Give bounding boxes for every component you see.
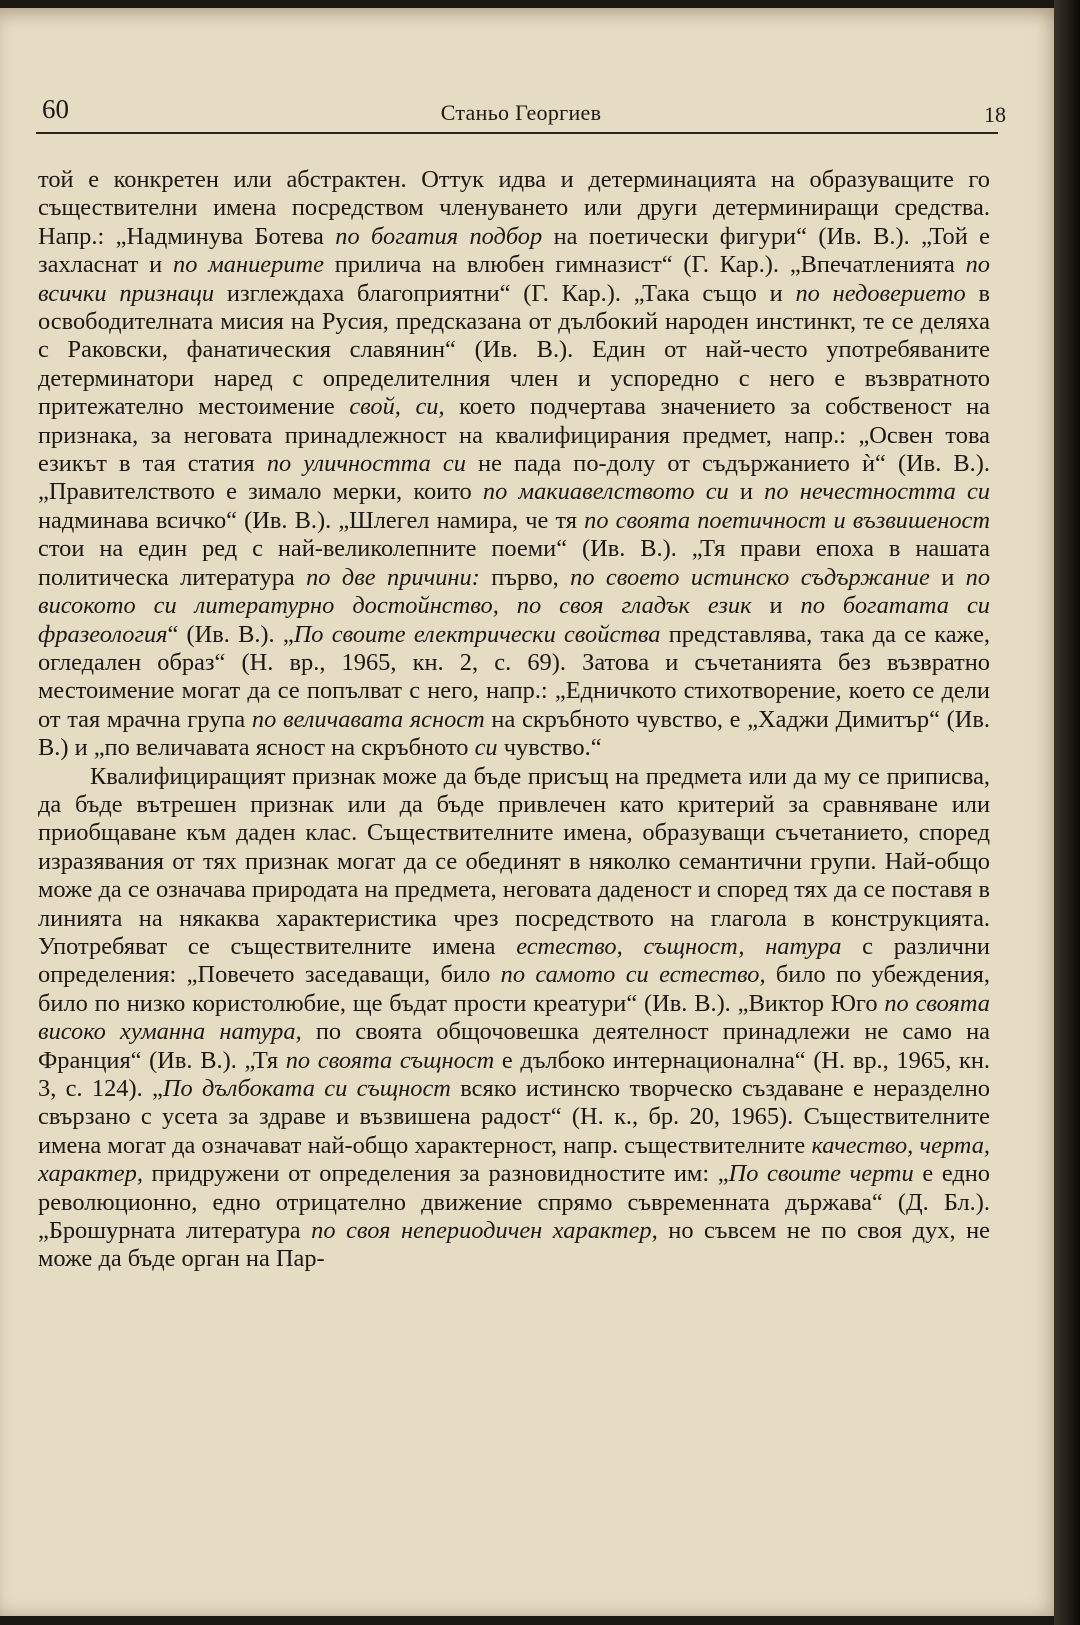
italic-example: естество, същност, натура: [516, 932, 842, 960]
text-run: и: [929, 563, 966, 591]
text-run: на скръбното чувство, е „Хаджи Димитър“ (Ив. В.) и „по величавата ясност на скръбното: [38, 705, 990, 762]
italic-example: по своя гладък език: [516, 592, 752, 620]
text-run: с различни определения: „Повечето заседаващи, било: [38, 932, 990, 989]
text-run: но съвсем не по своя дух, не може да бъде орган на Пар-: [38, 1217, 991, 1273]
italic-example: по маниерите: [173, 251, 324, 279]
text-run: и: [728, 478, 765, 506]
italic-example: по уличността си: [266, 450, 466, 478]
section-number: 18: [984, 102, 1006, 127]
text-run: той е конкретен или абстрактен. Оттук идва и детерминацията на образуващите го съществителни имена посредством членуването или други детерминиращи средства. Напр.: „Надминува Ботева: [38, 166, 990, 250]
text-run: което подчертава значението за собственост на признака, за неговата принадлежност на квалифицирания предмет, напр.: „Освен това езикът в тая статия: [38, 393, 991, 478]
paragraph-1: [38, 166, 990, 763]
paragraph-2: [38, 763, 990, 1274]
page-number: 60: [42, 94, 69, 124]
text-run: първо,: [479, 563, 571, 591]
text-run: прилича на влюбен гимназист“ (Г. Кар.). „Впечатленията: [323, 251, 966, 279]
text-run: е дълбоко интернационална“ (Н. вр., 1965, кн. 3, с. 124). „: [38, 1046, 990, 1102]
text-run: представлява, така да се каже, огледален образ“ (Н. вр., 1965, кн. 2, с. 69). Затова и съчетанията без възвратно местоимение могат да се попълват с него, напр.: „Едничкото стихотворение, което се дели от тая мрачна група: [38, 620, 990, 733]
italic-example: качество, черта, характер,: [38, 1131, 991, 1188]
text-run: чувство.“: [497, 734, 602, 762]
header-rule: [36, 132, 998, 134]
text-run: по своята общочовешка деятелност принадлежи не само на Франция“ (Ив. В.). „Тя: [38, 1018, 990, 1074]
italic-example: по своя непериодичен характер,: [311, 1217, 658, 1245]
text-run: не пада по-долу от съдържанието ѝ“ (Ив. В.). „Правителството е зимало мерки, които: [38, 450, 990, 506]
text-run: “ (Ив. В.). „: [167, 620, 294, 648]
text-run: придружени от определения за разновидностите им: „: [142, 1160, 729, 1188]
page-edge-shadow: [1054, 0, 1080, 1625]
book-page: [0, 8, 1064, 1616]
text-run: и: [751, 592, 801, 620]
text-run: изглеждаха благоприятни“ (Г. Кар.). „Така също и: [214, 279, 796, 307]
italic-example: по богатата си фразеология: [38, 592, 990, 648]
text-run: било по убеждения, било по низко користолюбие, ще бъдат прости креатури“ (Ив. В.). „Виктор Юго: [38, 961, 990, 1017]
italic-example: по величавата ясност: [251, 705, 485, 733]
italic-example: по нечестността си: [764, 478, 990, 506]
italic-example: по макиавелството си: [482, 478, 729, 506]
italic-example: по недоверието: [795, 279, 966, 307]
italic-example: по всички признаци: [38, 251, 990, 307]
italic-example: по своята същност: [285, 1046, 495, 1074]
text-run: Квалифициращият признак може да бъде присъщ на предмета или да му се приписва, да бъде вътрешен признак или да бъде привлечен като критерий за сравняване или приобщаване към даден клас. Съществителните имена, образуващи съчетанието, според изразявания от тях признак могат да се обединят в няколко семантични групи. Най-общо може да се означава природата на предмета, неговата даденост и според тях да се поставя в линията на някаква характеристика чрез посредството на глагола в конструкцията. Употребяват се съществителните имена: [38, 762, 990, 960]
italic-example: По дълбоката си същност: [162, 1075, 451, 1102]
italic-example: по своята поетичност и възвишеност: [584, 506, 990, 534]
page-header: [36, 86, 1006, 132]
italic-example: по своята високо хуманна натура,: [38, 989, 990, 1046]
italic-example: по самото си естество,: [500, 961, 766, 989]
text-run: надминава всичко“ (Ив. В.). „Шлегел намира, че тя: [38, 506, 585, 534]
text-run: [499, 592, 517, 619]
text-run: в освободителната мисия на Русия, предсказана от дълбокий народен инстинкт, те се деляха с Раковски, фанатическия славянин“ (Ив. В.). Един от най-често употребяваните детерминатори наред с определителния член и успоредно с него е възвратното притежателно местоимение: [38, 279, 990, 421]
text-run: на поетически фигури“ (Ив. В.). „Той е захласнат и: [38, 222, 990, 279]
italic-example: по богатия подбор: [335, 222, 543, 250]
italic-example: По своите черти: [728, 1160, 914, 1188]
italic-example: си: [474, 734, 498, 762]
italic-example: по две причини:: [306, 563, 480, 591]
italic-example: по високото си литературно достойнство,: [38, 563, 991, 620]
body-text: [38, 166, 990, 1274]
italic-example: По своите електрически свойства: [293, 620, 661, 648]
italic-example: по своето истинско съдържание: [570, 563, 930, 591]
text-run: всяко истинско творческо създаване е неразделно свързано с усета за здраве и възвишена радост“ (Н. к., бр. 20, 1965). Съществителните имена могат да означават най-общо характерност, напр. съществителните: [38, 1075, 990, 1159]
running-title: Станьо Георгиев: [440, 100, 602, 125]
text-run: стои на един ред с най-великолепните поеми“ (Ив. В.). „Тя прави епоха в нашата политическа литература: [38, 535, 990, 591]
text-run: е едно революционно, едно отрицателно движение спрямо съвременната държава“ (Д. Бл.). „Брошурната литература: [38, 1160, 990, 1245]
italic-example: свой, си,: [349, 393, 445, 421]
